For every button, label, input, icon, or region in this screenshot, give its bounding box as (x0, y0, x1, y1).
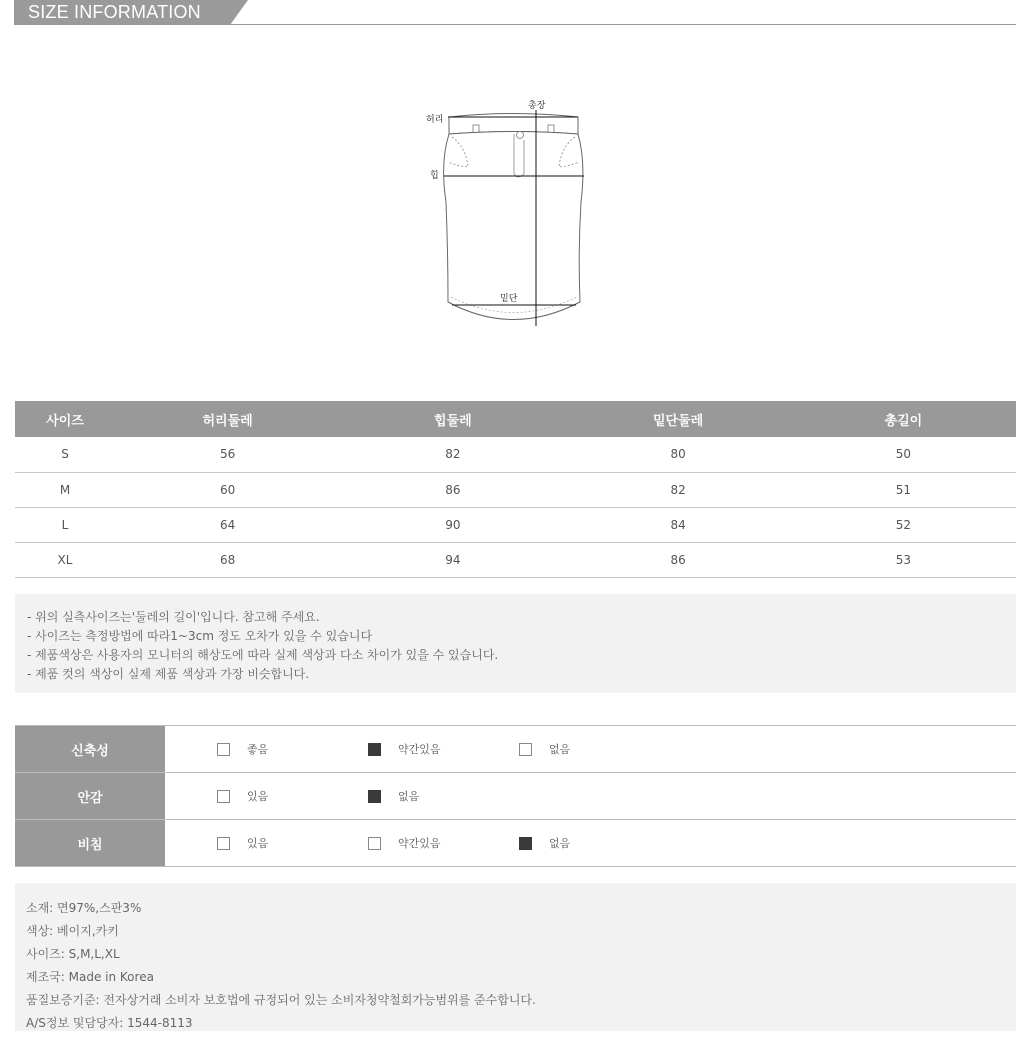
note-line: - 위의 실측사이즈는'둘레의 길이'입니다. 참고해 주세요. (27, 610, 320, 624)
fabric-row-stretch (15, 726, 1016, 773)
checkbox-icon (217, 790, 230, 803)
col-header-size: 사이즈 (15, 401, 115, 437)
section-header (14, 0, 1016, 26)
option-none (368, 788, 419, 804)
cell-size: XL (15, 542, 115, 577)
option-yes (217, 835, 268, 851)
label-total-length: 총장 (528, 101, 546, 111)
checkbox-icon (519, 743, 532, 756)
option-good (217, 741, 268, 757)
fabric-label-lining: 안감 (15, 773, 165, 819)
fabric-properties-table (15, 725, 1016, 867)
cell-length: 52 (791, 507, 1016, 542)
col-header-hem: 밑단둘레 (566, 401, 791, 437)
size-notes (15, 594, 1016, 693)
cell-waist: 64 (115, 507, 340, 542)
checkbox-icon (217, 837, 230, 850)
size-table (15, 401, 1016, 578)
cell-length: 53 (791, 542, 1016, 577)
label-hip: 힙 (430, 171, 439, 181)
cell-hem: 84 (566, 507, 791, 542)
cell-length: 51 (791, 472, 1016, 507)
fabric-label-stretch: 신축성 (15, 726, 165, 772)
col-header-hip: 힙둘레 (340, 401, 565, 437)
cell-waist: 68 (115, 542, 340, 577)
cell-length: 50 (791, 437, 1016, 472)
cell-waist: 56 (115, 437, 340, 472)
cell-hem: 80 (566, 437, 791, 472)
cell-hip: 94 (340, 542, 565, 577)
option-slight (368, 835, 441, 851)
product-info (15, 883, 1016, 1031)
option-label: 약간있음 (398, 837, 441, 850)
cell-size: M (15, 472, 115, 507)
cell-waist: 60 (115, 472, 340, 507)
size-table-header (15, 401, 1016, 437)
table-row (15, 437, 1016, 472)
checked-box-icon (519, 837, 532, 850)
checked-box-icon (368, 790, 381, 803)
cell-hem: 86 (566, 542, 791, 577)
checkbox-icon (368, 837, 381, 850)
info-sizes: 사이즈: S,M,L,XL (26, 947, 120, 961)
option-none (519, 835, 570, 851)
checkbox-icon (217, 743, 230, 756)
fabric-row-lining (15, 773, 1016, 820)
skirt-measurement-diagram (418, 92, 608, 340)
info-origin: 제조국: Made in Korea (26, 970, 154, 984)
cell-hip: 90 (340, 507, 565, 542)
option-label: 없음 (549, 743, 571, 756)
option-label: 좋음 (247, 743, 269, 756)
info-support: A/S정보 및담당자: 1544-8113 (26, 1016, 193, 1030)
note-line: - 사이즈는 측정방법에 따라1~3cm 정도 오차가 있을 수 있습니다 (27, 629, 373, 643)
cell-hem: 82 (566, 472, 791, 507)
label-waist: 허리 (426, 115, 444, 125)
table-row (15, 507, 1016, 542)
table-row (15, 542, 1016, 577)
section-title: SIZE INFORMATION (28, 2, 201, 22)
option-label: 없음 (549, 837, 571, 850)
note-line: - 제품색상은 사용자의 모니터의 해상도에 따라 실제 색상과 다소 차이가 있을 수 있습니다. (27, 648, 499, 662)
info-warranty: 품질보증기준: 전자상거래 소비자 보호법에 규정되어 있는 소비자청약철회가능범위를 준수합니다. (26, 993, 536, 1007)
fabric-label-sheerness: 비침 (15, 820, 165, 866)
checked-box-icon (368, 743, 381, 756)
info-material: 소재: 면97%,스판3% (26, 901, 142, 915)
cell-size: S (15, 437, 115, 472)
cell-hip: 82 (340, 437, 565, 472)
info-color: 색상: 베이지,카키 (26, 924, 119, 938)
table-row (15, 472, 1016, 507)
label-hem: 밑단 (500, 294, 518, 304)
note-line: - 제품 컷의 색상이 실제 제품 색상과 가장 비슷합니다. (27, 667, 310, 681)
option-none (519, 741, 570, 757)
header-tab (14, 0, 230, 25)
skirt-illustration (418, 92, 608, 340)
fabric-row-sheerness (15, 820, 1016, 867)
option-label: 없음 (398, 790, 420, 803)
col-header-waist: 허리둘레 (115, 401, 340, 437)
col-header-length: 총길이 (791, 401, 1016, 437)
option-label: 약간있음 (398, 743, 441, 756)
cell-hip: 86 (340, 472, 565, 507)
option-yes (217, 788, 268, 804)
option-label: 있음 (247, 837, 269, 850)
cell-size: L (15, 507, 115, 542)
option-label: 있음 (247, 790, 269, 803)
option-slight (368, 741, 441, 757)
